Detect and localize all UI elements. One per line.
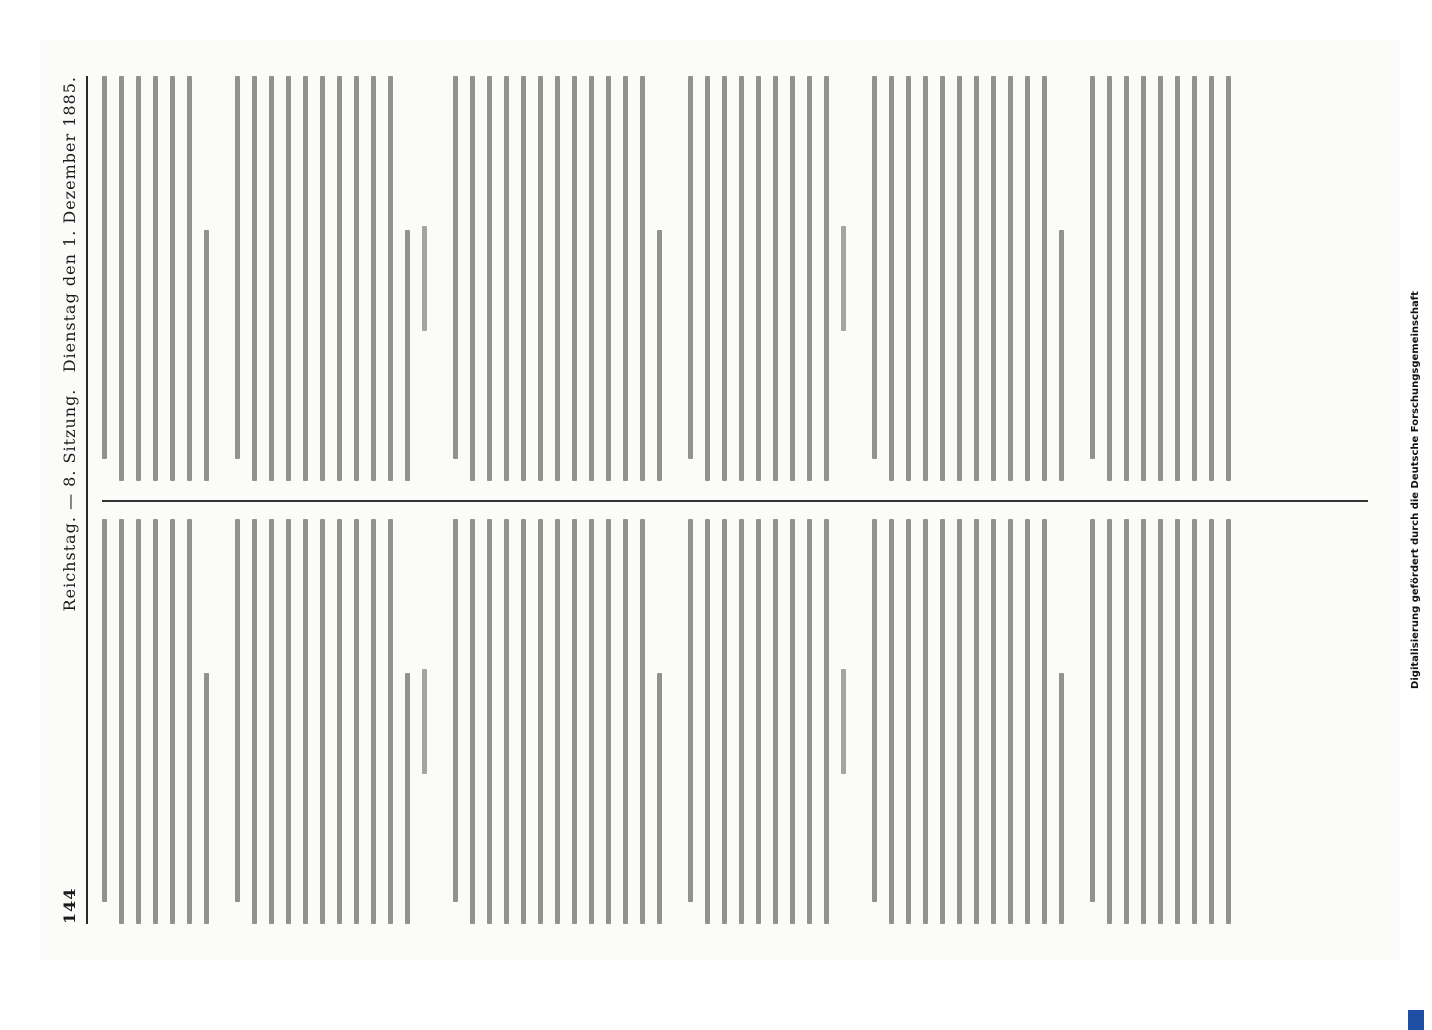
text-line-placeholder [640,519,645,924]
text-line-placeholder [739,76,744,481]
text-line-placeholder [957,519,962,924]
text-line-placeholder [1059,673,1064,924]
digitization-credit [1404,40,1428,960]
text-line-placeholder [606,519,611,924]
page-number: 144 [60,887,79,924]
text-line-placeholder [1107,76,1112,481]
text-line-placeholder [337,519,342,924]
running-title: Reichstag. — 8. Sitzung. [60,388,79,612]
text-line-placeholder [657,230,662,481]
text-line-placeholder [153,519,158,924]
text-line-placeholder [269,519,274,924]
text-line-placeholder [722,76,727,481]
text-line-placeholder [286,76,291,481]
text-line-placeholder [991,519,996,924]
text-line-placeholder [906,76,911,481]
text-line-placeholder [204,230,209,481]
text-line-placeholder [773,76,778,481]
text-line-placeholder [337,76,342,481]
text-line-placeholder [1025,76,1030,481]
paragraph-gap [221,519,235,924]
paragraph-gap [221,76,235,481]
text-line-placeholder [1090,519,1095,902]
text-line-placeholder [1042,519,1047,924]
text-line-placeholder [1008,76,1013,481]
text-line-placeholder [623,76,628,481]
text-line-placeholder [235,519,240,902]
text-line-placeholder [1175,76,1180,481]
text-line-placeholder [303,76,308,481]
text-line-placeholder [102,76,107,459]
text-line-placeholder [1025,519,1030,924]
text-line-placeholder [688,519,693,902]
text-line-placeholder [371,519,376,924]
text-line-placeholder [1141,76,1146,481]
text-line-placeholder [252,76,257,481]
text-line-placeholder [889,76,894,481]
text-line-placeholder [1192,519,1197,924]
text-line-placeholder [555,76,560,481]
text-line-placeholder [1175,519,1180,924]
text-line-placeholder [705,519,710,924]
text-line-placeholder [354,519,359,924]
text-line-placeholder [906,519,911,924]
text-line-placeholder [589,519,594,924]
text-line-placeholder [1226,76,1231,481]
text-line-placeholder [187,76,192,481]
text-line-placeholder [756,519,761,924]
text-line-placeholder [388,519,393,924]
text-line-placeholder [739,519,744,924]
text-line-placeholder [521,76,526,481]
text-line-placeholder [807,519,812,924]
paragraph-gap [1076,76,1090,481]
text-line-placeholder [303,519,308,924]
page-content [40,40,1400,960]
text-line-placeholder [940,76,945,481]
text-line-placeholder [252,519,257,924]
text-line-placeholder [889,519,894,924]
text-line-placeholder [1008,519,1013,924]
text-line-placeholder [1124,519,1129,924]
paragraph-gap [439,519,453,924]
text-line-placeholder [841,669,846,774]
text-line-placeholder [422,669,427,774]
text-line-placeholder [688,76,693,459]
text-line-placeholder [957,76,962,481]
text-line-placeholder [269,76,274,481]
paragraph-gap [674,76,688,481]
text-line-placeholder [555,519,560,924]
text-line-placeholder [974,76,979,481]
text-line-placeholder [504,519,509,924]
text-line-placeholder [538,76,543,481]
text-line-placeholder [1042,76,1047,481]
scanned-page [40,40,1400,960]
text-line-placeholder [1141,519,1146,924]
text-line-placeholder [1158,519,1163,924]
text-line-placeholder [991,76,996,481]
text-line-placeholder [388,76,393,481]
text-line-placeholder [1209,519,1214,924]
text-line-placeholder [790,519,795,924]
text-line-placeholder [453,76,458,459]
text-line-placeholder [102,519,107,902]
text-line-placeholder [538,519,543,924]
text-line-placeholder [453,519,458,902]
text-line-placeholder [773,519,778,924]
paragraph-gap [1076,519,1090,924]
text-line-placeholder [657,673,662,924]
text-line-placeholder [1192,76,1197,481]
text-line-placeholder [923,519,928,924]
text-line-placeholder [320,519,325,924]
text-line-placeholder [422,226,427,331]
text-line-placeholder [136,76,141,481]
text-line-placeholder [872,76,877,459]
text-line-placeholder [923,76,928,481]
date-line: Dienstag den 1. Dezember 1885. [60,76,79,373]
text-line-placeholder [572,519,577,924]
text-line-placeholder [487,519,492,924]
text-line-placeholder [1124,76,1129,481]
text-line-placeholder [606,76,611,481]
text-line-placeholder [824,76,829,481]
text-line-placeholder [170,76,175,481]
dfg-logo-icon [1408,1010,1424,1030]
text-line-placeholder [841,226,846,331]
text-line-placeholder [705,76,710,481]
text-line-placeholder [504,76,509,481]
text-line-placeholder [235,76,240,459]
text-line-placeholder [722,519,727,924]
text-line-placeholder [1158,76,1163,481]
text-line-placeholder [572,76,577,481]
text-line-placeholder [1107,519,1112,924]
paragraph-gap [858,76,872,481]
text-line-placeholder [119,76,124,481]
text-line-placeholder [807,76,812,481]
text-line-placeholder [470,76,475,481]
text-line-placeholder [405,230,410,481]
text-line-placeholder [371,76,376,481]
text-line-placeholder [640,76,645,481]
text-line-placeholder [286,519,291,924]
text-line-placeholder [940,519,945,924]
text-line-placeholder [872,519,877,902]
text-line-placeholder [974,519,979,924]
text-line-placeholder [405,673,410,924]
text-line-placeholder [170,519,175,924]
text-line-placeholder [623,519,628,924]
text-line-placeholder [1059,230,1064,481]
text-line-placeholder [320,76,325,481]
paragraph-gap [858,519,872,924]
right-text-column [102,76,1368,481]
text-line-placeholder [187,519,192,924]
text-line-placeholder [589,76,594,481]
text-line-placeholder [204,673,209,924]
paragraph-gap [674,519,688,924]
left-text-column [102,519,1368,924]
text-line-placeholder [1209,76,1214,481]
text-line-placeholder [136,519,141,924]
text-line-placeholder [153,76,158,481]
text-line-placeholder [756,76,761,481]
digitization-credit-text: Digitalisierung gefördert durch die Deutsche Forschungsgemeinschaft [1410,291,1421,689]
text-line-placeholder [790,76,795,481]
page-header [58,76,88,924]
text-line-placeholder [1226,519,1231,924]
text-line-placeholder [824,519,829,924]
text-line-placeholder [521,519,526,924]
text-line-placeholder [470,519,475,924]
paragraph-gap [439,76,453,481]
text-line-placeholder [119,519,124,924]
text-line-placeholder [487,76,492,481]
text-line-placeholder [1090,76,1095,459]
column-divider [102,500,1368,502]
text-line-placeholder [354,76,359,481]
